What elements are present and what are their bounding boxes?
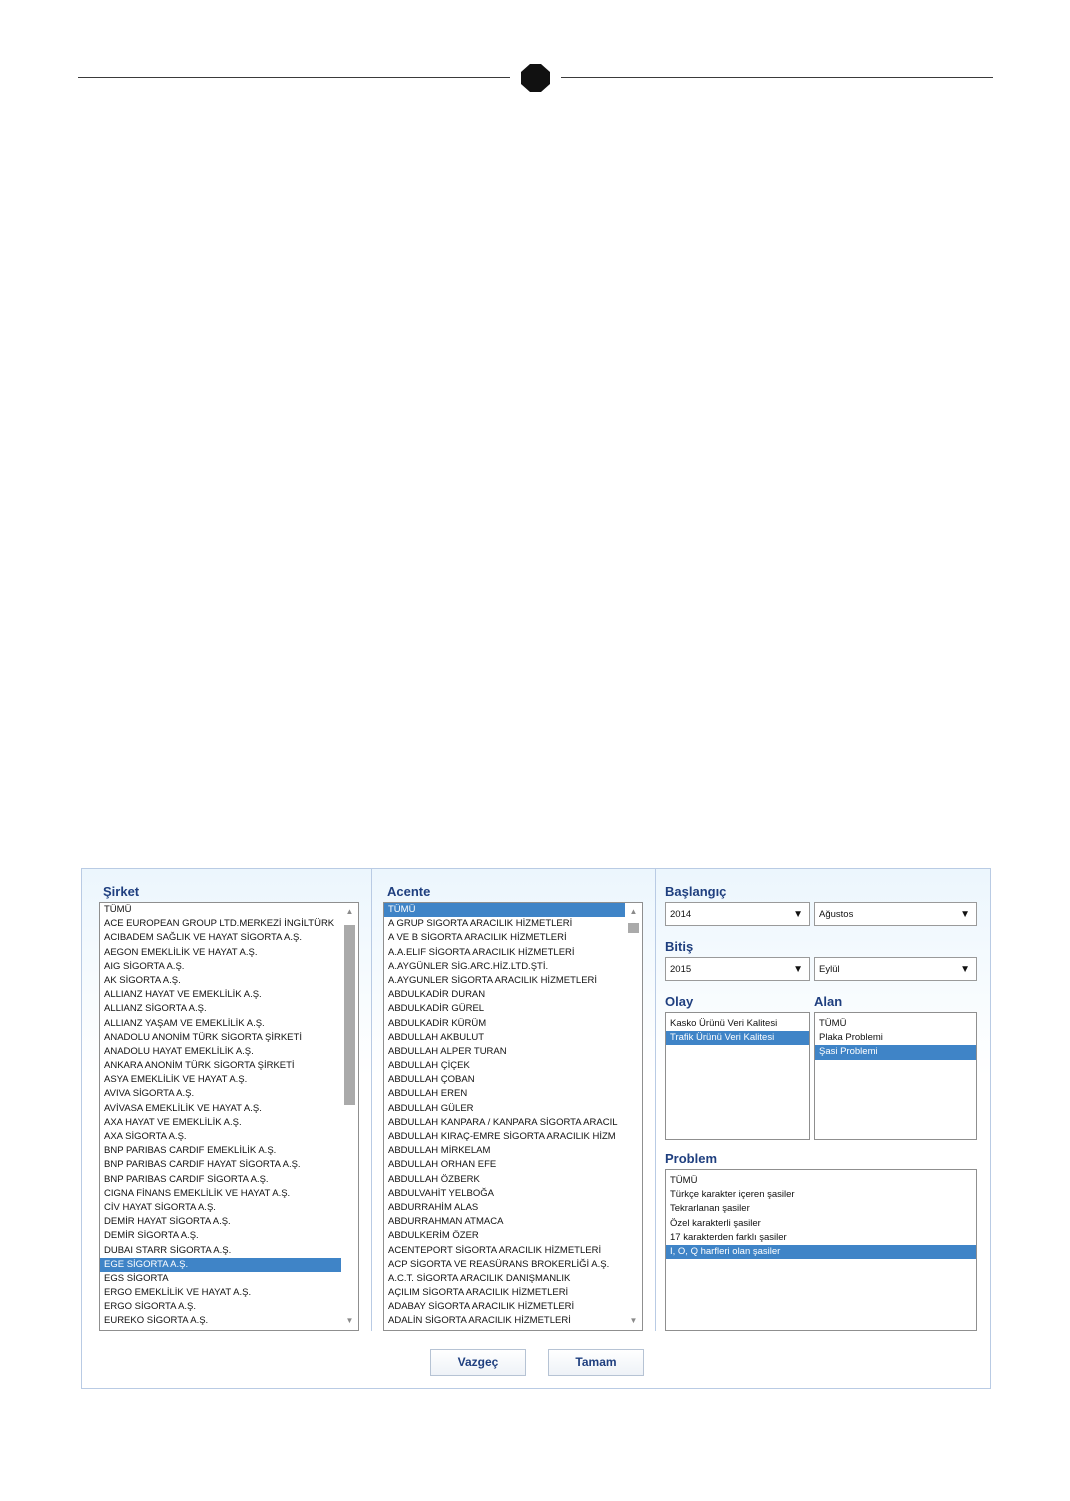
alan-list [815, 1013, 976, 1060]
list-item[interactable]: AVİVASA EMEKLİLİK VE HAYAT A.Ş. [104, 1102, 262, 1114]
list-item[interactable]: ACENTEPORT SİGORTA ARACILIK HİZMETLERİ [388, 1244, 602, 1256]
list-item[interactable]: DUBAI STARR SİGORTA A.Ş. [104, 1244, 232, 1256]
list-item[interactable]: Plaka Problemi [819, 1032, 883, 1044]
list-item[interactable]: Trafik Ürünü Veri Kalitesi [666, 1031, 809, 1045]
list-item[interactable]: ERGO EMEKLİLİK VE HAYAT A.Ş. [104, 1287, 252, 1299]
acente-label: Acente [387, 884, 431, 899]
list-item[interactable]: BNP PARIBAS CARDIF HAYAT SİGORTA A.Ş. [104, 1159, 301, 1171]
list-item[interactable]: TÜMÜ [670, 1175, 698, 1186]
column-separator [655, 869, 656, 1331]
list-item[interactable]: AEGON EMEKLİLİK VE HAYAT A.Ş. [104, 946, 258, 958]
list-item[interactable]: ACP SİGORTA VE REASÜRANS BROKERLİĞİ A.Ş. [388, 1258, 610, 1270]
list-item[interactable]: ABDULLAH ÇİÇEK [388, 1060, 470, 1072]
list-item[interactable]: CİV HAYAT SİGORTA A.Ş. [104, 1201, 216, 1213]
problem-label: Problem [665, 1151, 718, 1166]
list-item[interactable]: A.C.T. SİGORTA ARACILIK DANIŞMANLIK [388, 1272, 571, 1284]
scroll-up-arrow-icon[interactable]: ▲ [345, 907, 354, 916]
list-item[interactable]: ACIBADEM SAĞLIK VE HAYAT SİGORTA A.Ş. [104, 932, 302, 944]
list-item[interactable]: ADALİN SİGORTA ARACILIK HİZMETLERİ [388, 1315, 571, 1327]
list-item[interactable]: BNP PARIBAS CARDIF EMEKLİLİK A.Ş. [104, 1145, 277, 1157]
list-item[interactable]: TÜMÜ [384, 903, 642, 917]
list-item[interactable]: ANADOLU ANONİM TÜRK SİGORTA ŞİRKETİ [104, 1031, 302, 1043]
list-item[interactable]: ABDULLAH ÖZBERK [388, 1173, 480, 1185]
list-item[interactable]: EUREKO SİGORTA A.Ş. [104, 1315, 209, 1327]
list-item[interactable]: DEMİR HAYAT SİGORTA A.Ş. [104, 1216, 231, 1228]
cancel-button[interactable]: Vazgeç [430, 1349, 526, 1376]
baslangic-month-value: Ağustos [819, 909, 854, 920]
bitis-year-select[interactable] [665, 957, 810, 981]
list-item[interactable]: ERGO SİGORTA A.Ş. [104, 1301, 197, 1313]
scroll-up-arrow-icon[interactable]: ▲ [629, 907, 638, 916]
list-item[interactable]: A GRUP SIGORTA ARACILIK HİZMETLERİ [388, 918, 573, 930]
octagon-icon [521, 64, 550, 92]
list-item[interactable]: ANADOLU HAYAT EMEKLİLİK A.Ş. [104, 1045, 254, 1057]
olay-label: Olay [665, 994, 694, 1009]
list-item[interactable]: Şasi Problemi [815, 1045, 976, 1059]
list-item[interactable]: BNP PARIBAS CARDIF SİGORTA A.Ş. [104, 1173, 269, 1185]
list-item[interactable]: A.AYGUNLER SİGORTA ARACILIK HİZMETLERİ [388, 974, 598, 986]
bitis-label: Bitiş [665, 939, 694, 954]
list-item[interactable]: ABDULLAH EREN [388, 1088, 468, 1100]
list-item[interactable]: TÜMÜ [819, 1018, 847, 1029]
acente-scroll-thumb[interactable] [628, 923, 639, 933]
list-item[interactable]: ABDULLAH ALPER TURAN [388, 1045, 507, 1057]
olay-listbox[interactable] [665, 1012, 810, 1140]
list-item[interactable]: A.AYGÜNLER SİG.ARC.HİZ.LTD.ŞTİ. [388, 960, 549, 972]
sirket-list [100, 903, 358, 1329]
alan-listbox[interactable] [814, 1012, 977, 1140]
list-item[interactable]: ABDULLAH AKBULUT [388, 1031, 485, 1043]
bitis-month-value: Eylül [819, 964, 840, 975]
scroll-down-arrow-icon[interactable]: ▼ [629, 1316, 638, 1325]
dropdown-arrow-icon: ▼ [793, 909, 803, 920]
list-item[interactable]: AXA SİGORTA A.Ş. [104, 1131, 187, 1142]
list-item[interactable]: EGE SİGORTA A.Ş. [100, 1258, 358, 1272]
acente-listbox[interactable] [383, 902, 643, 1331]
list-item[interactable]: AVIVA SİGORTA A.Ş. [104, 1088, 195, 1100]
list-item[interactable]: ANKARA ANONİM TÜRK SİGORTA ŞİRKETİ [104, 1060, 295, 1072]
baslangic-month-select[interactable] [814, 902, 977, 926]
list-item[interactable]: ALLIANZ HAYAT VE EMEKLİLİK A.Ş. [104, 989, 262, 1001]
list-item[interactable]: ABDULKERİM ÖZER [388, 1230, 479, 1242]
list-item[interactable]: ABDULLAH KANPARA / KANPARA SİGORTA ARACIL [388, 1116, 618, 1128]
ok-button[interactable]: Tamam [548, 1349, 644, 1376]
list-item[interactable]: A VE B SİGORTA ARACILIK HİZMETLERİ [388, 932, 567, 944]
bitis-year-value: 2015 [670, 964, 692, 975]
bitis-month-select[interactable] [814, 957, 977, 981]
column-separator [371, 869, 372, 1331]
list-item[interactable]: 17 karakterden farklı şasiler [670, 1231, 787, 1243]
header-rule-right [561, 77, 993, 78]
list-item[interactable]: AK SİGORTA A.Ş. [104, 974, 181, 986]
list-item[interactable]: I, O, Q harfleri olan şasiler [666, 1245, 976, 1259]
list-item[interactable]: ALLIANZ SİGORTA A.Ş. [104, 1003, 207, 1015]
baslangic-year-value: 2014 [670, 909, 692, 920]
list-item[interactable]: ABDULKADİR DURAN [388, 989, 486, 1001]
list-item[interactable]: ABDULLAH GÜLER [388, 1102, 474, 1114]
list-item[interactable]: ABDULLAH MİRKELAM [388, 1145, 491, 1157]
list-item[interactable]: ABDULLAH KIRAÇ-EMRE SİGORTA ARACILIK HİZM [388, 1131, 616, 1142]
sirket-scroll-thumb[interactable] [344, 925, 355, 1105]
report-filter-dialog [81, 868, 991, 1389]
baslangic-year-select[interactable] [665, 902, 810, 926]
list-item[interactable]: ABDURRAHİM ALAS [388, 1201, 479, 1213]
olay-list [666, 1013, 809, 1045]
list-item[interactable]: A.A.ELIF SİGORTA ARACILIK HİZMETLERİ [388, 946, 575, 958]
list-item[interactable]: ABDULLAH ORHAN EFE [388, 1159, 497, 1171]
list-item[interactable]: Özel karakterli şasiler [670, 1217, 761, 1229]
acente-list [384, 903, 642, 1329]
list-item[interactable]: ABDULLAH ÇOBAN [388, 1074, 475, 1086]
list-item[interactable]: Tekrarlanan şasiler [670, 1203, 750, 1215]
list-item[interactable]: ALLIANZ YAŞAM VE EMEKLİLİK A.Ş. [104, 1017, 265, 1029]
problem-list [666, 1170, 976, 1259]
sirket-listbox[interactable] [99, 902, 359, 1331]
list-item[interactable]: AIG SİGORTA A.Ş. [104, 960, 185, 972]
list-item[interactable]: Kasko Ürünü Veri Kalitesi [670, 1018, 778, 1029]
dropdown-arrow-icon: ▼ [960, 909, 970, 920]
list-item[interactable]: CIGNA FİNANS EMEKLİLİK VE HAYAT A.Ş. [104, 1187, 291, 1199]
list-item[interactable]: ABDULVAHİT YELBOĞA [388, 1187, 494, 1199]
dropdown-arrow-icon: ▼ [793, 964, 803, 975]
sirket-label: Şirket [103, 884, 140, 899]
list-item[interactable]: DEMİR SİGORTA A.Ş. [104, 1230, 199, 1242]
sirket-scrollbar[interactable] [341, 903, 358, 1330]
list-item[interactable]: Türkçe karakter içeren şasiler [670, 1189, 795, 1201]
problem-listbox[interactable] [665, 1169, 977, 1331]
list-item[interactable]: EGS SİGORTA [104, 1272, 169, 1284]
alan-label: Alan [814, 994, 843, 1009]
list-item[interactable]: ABDURRAHMAN ATMACA [388, 1216, 504, 1228]
list-item[interactable]: ADABAY SİGORTA ARACILIK HİZMETLERİ [388, 1301, 575, 1313]
list-item[interactable]: ASYA EMEKLİLİK VE HAYAT A.Ş. [104, 1074, 248, 1086]
dropdown-arrow-icon: ▼ [960, 964, 970, 975]
list-item[interactable]: AÇILIM SİGORTA ARACILIK HİZMETLERİ [388, 1287, 569, 1299]
scroll-down-arrow-icon[interactable]: ▼ [345, 1316, 354, 1325]
header-rule-left [78, 77, 510, 78]
list-item[interactable]: TÜMÜ [104, 904, 132, 915]
acente-scrollbar[interactable] [625, 903, 642, 1330]
list-item[interactable]: AXA HAYAT VE EMEKLİLİK A.Ş. [104, 1116, 242, 1128]
baslangic-label: Başlangıç [665, 884, 727, 899]
list-item[interactable]: ACE EUROPEAN GROUP LTD.MERKEZİ İNGİLTÜRK [104, 918, 335, 930]
list-item[interactable]: ABDULKADİR KÜRÜM [388, 1017, 487, 1029]
list-item[interactable]: ABDULKADİR GÜREL [388, 1003, 485, 1015]
